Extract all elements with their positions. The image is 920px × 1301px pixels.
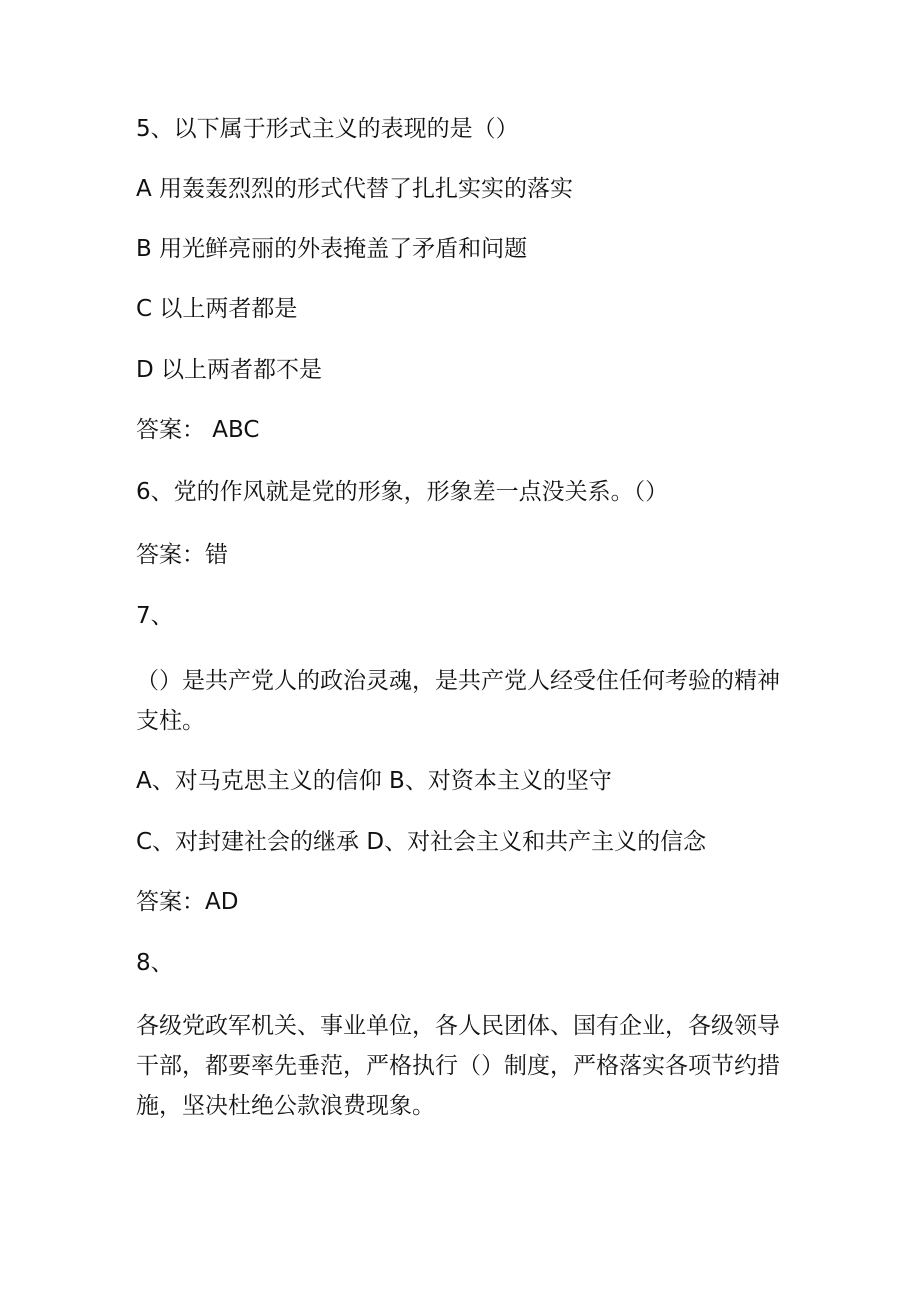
q8-stem: 各级党政军机关、事业单位，各人民团体、国有企业，各级领导干部，都要率先垂范，严格执行（）制度，严格落实各项节约措施，坚决杜绝公款浪费现象。 [136,1013,780,1119]
q5-option-b: B 用光鲜亮丽的外表掩盖了矛盾和问题 [136,236,528,262]
q7-options-line2: C、对封建社会的继承 D、对社会主义和共产主义的信念 [136,829,707,855]
q5-option-c: C 以上两者都是 [136,296,298,322]
q5-option-a: A 用轰轰烈烈的形式代替了扎扎实实的落实 [136,176,574,202]
q5-stem: 5、以下属于形式主义的表现的是（） [136,116,519,142]
q7-number: 7、 [136,603,174,629]
q6-stem: 6、党的作风就是党的形象，形象差一点没关系。（） [136,479,669,505]
q5-answer: 答案： ABC [136,417,260,443]
q5-option-d: D 以上两者都不是 [136,357,323,383]
q6-answer: 答案：错 [136,542,228,568]
q7-answer: 答案：AD [136,889,239,915]
q7-options-line1: A、对马克思主义的信仰 B、对资本主义的坚守 [136,768,612,794]
q7-stem: （）是共产党人的政治灵魂，是共产党人经受住任何考验的精神支柱。 [136,668,780,734]
q8-number: 8、 [136,950,174,976]
